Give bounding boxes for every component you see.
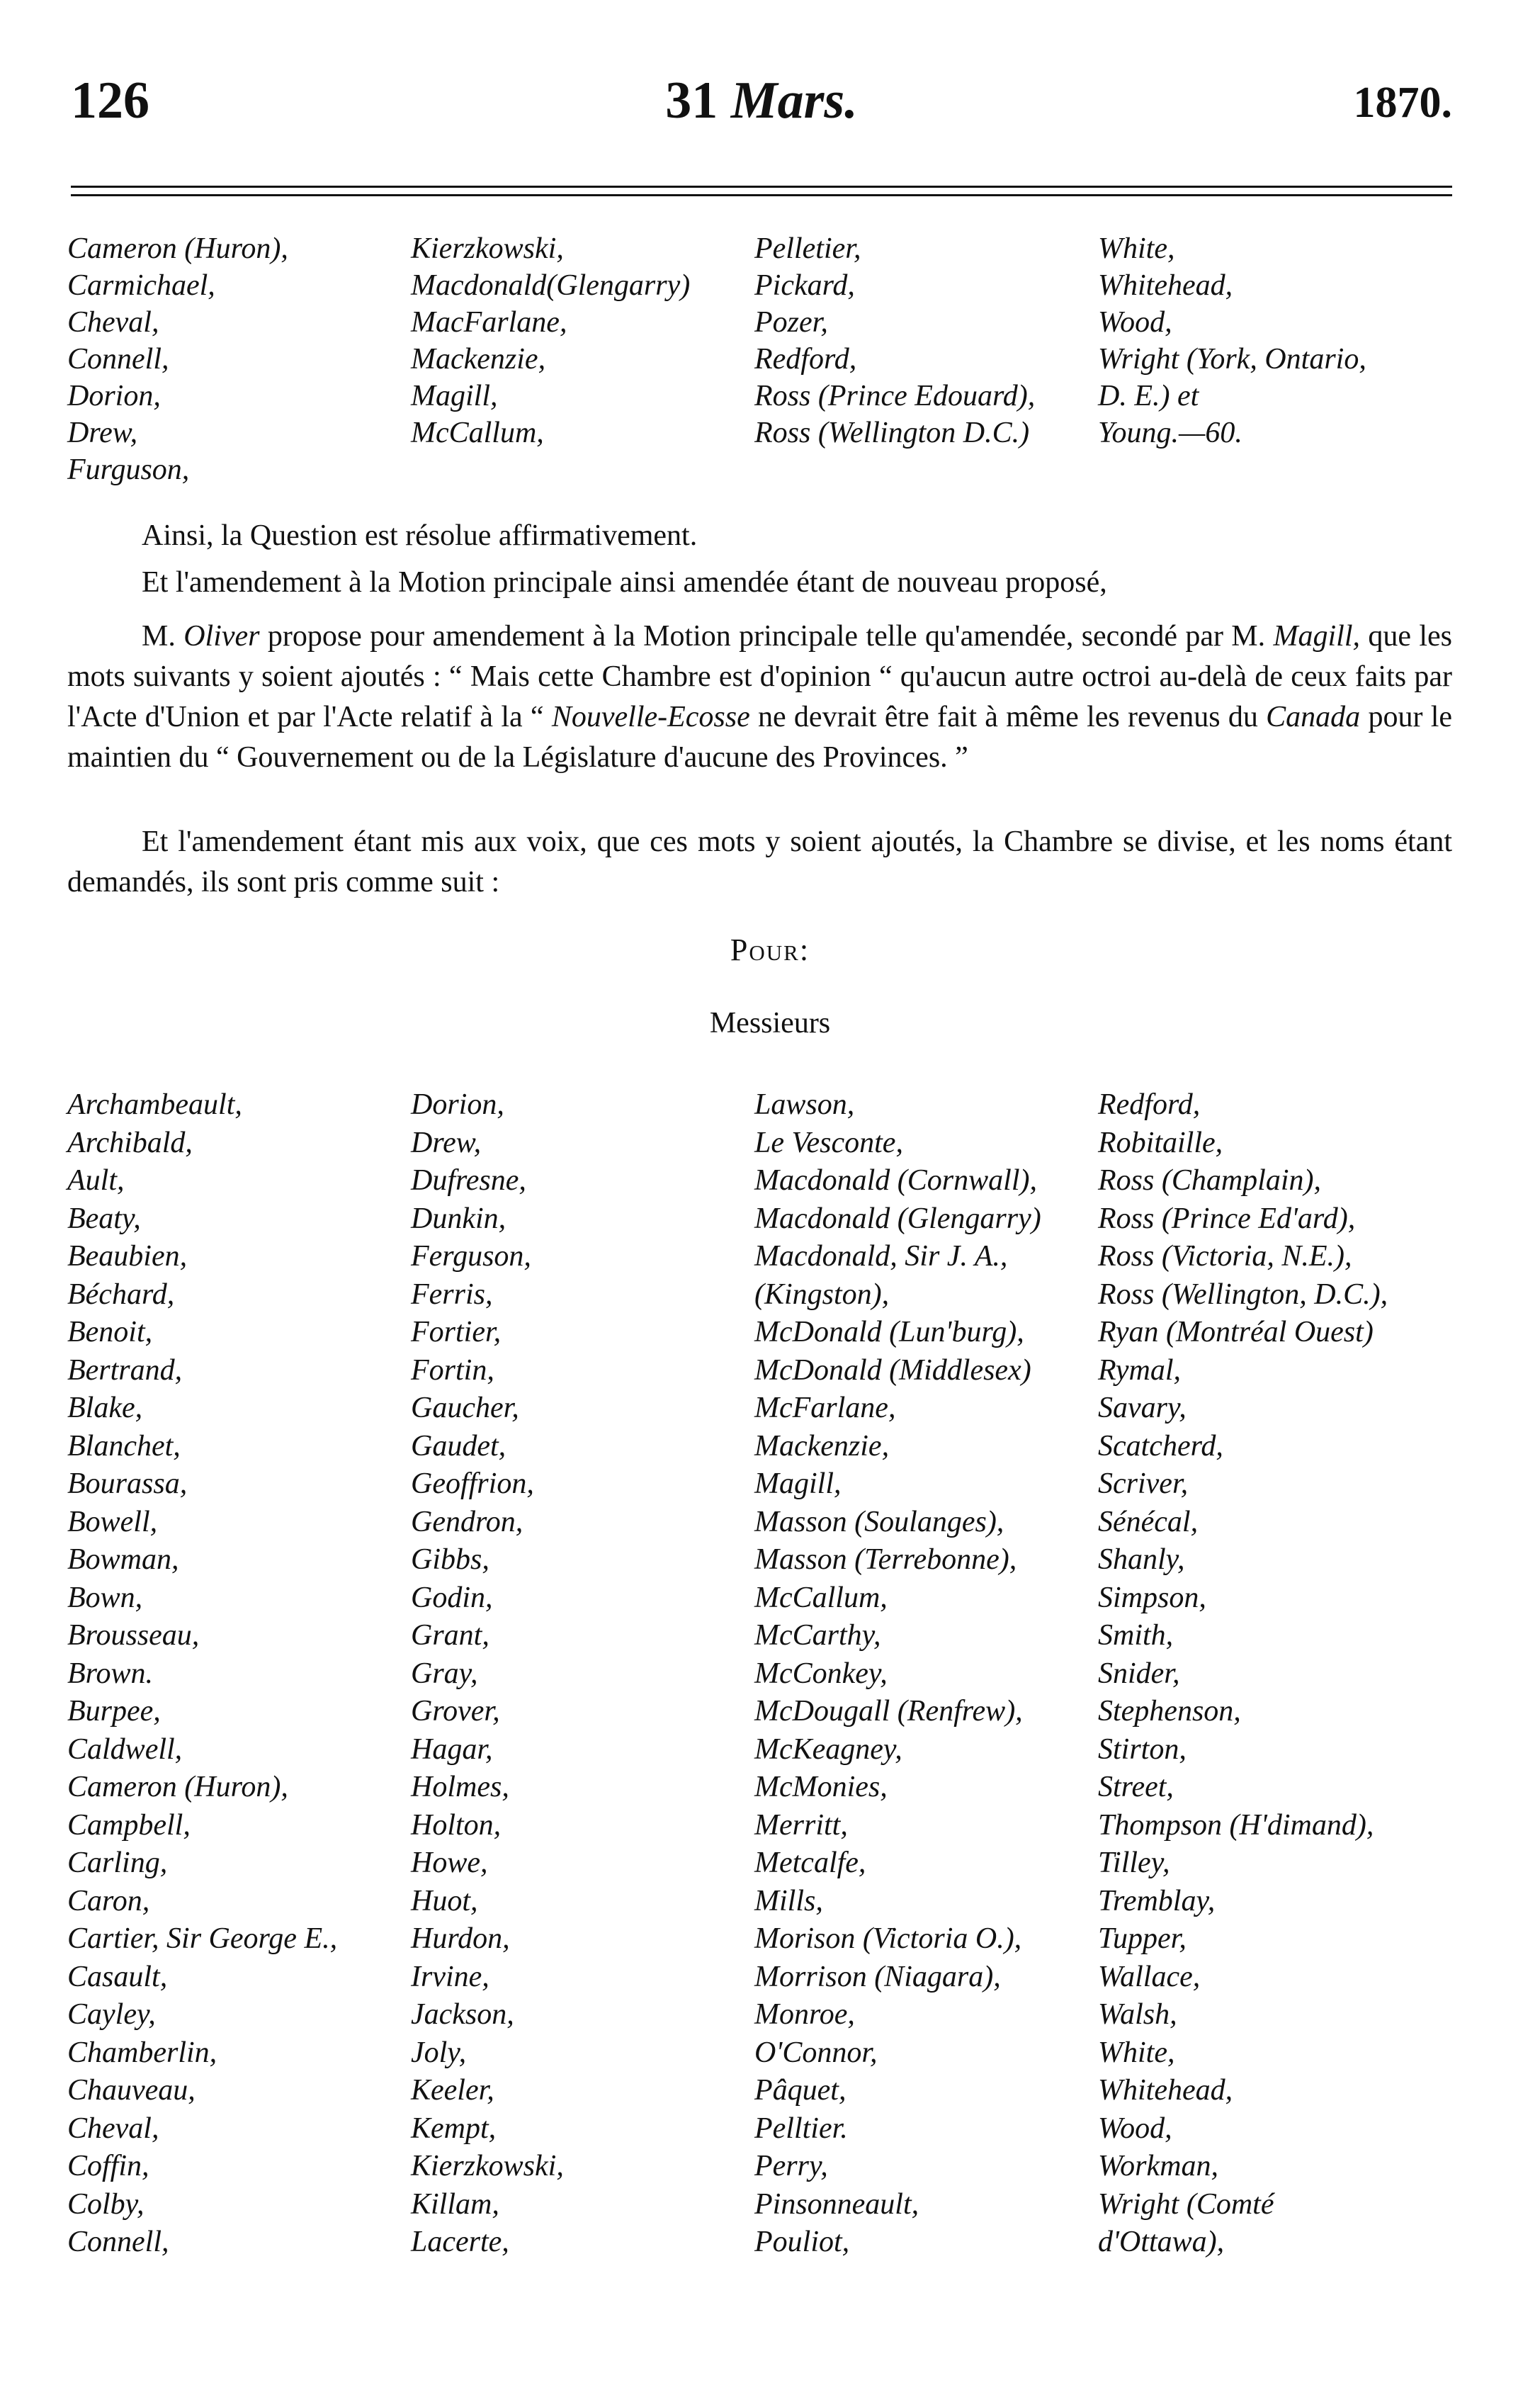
member-name: Cheval, <box>67 2112 159 2145</box>
member-name: Cartier, Sir George E., <box>67 1922 338 1955</box>
p3-text-c: propose pour amendement à la Motion principale telle qu'amendée, secondé par M. <box>259 620 1274 653</box>
member-name: D. E.) et <box>1098 380 1199 412</box>
member-name: Pelletier, <box>754 232 861 265</box>
member-name: Gaucher, <box>411 1392 519 1424</box>
member-name: Metcalfe, <box>754 1847 866 1879</box>
member-name: Scriver, <box>1098 1467 1189 1500</box>
page-header <box>71 71 1452 135</box>
member-name: Macdonald(Glengarry) <box>411 269 691 302</box>
paragraph-resolution: Ainsi, la Question est résolue affirmativement. <box>142 519 698 552</box>
empty-cell <box>411 451 754 488</box>
member-name: Jackson, <box>411 1998 514 2031</box>
member-name: Connell, <box>67 2226 169 2258</box>
member-name: Pozer, <box>754 306 828 339</box>
messieurs-heading: Messieurs <box>709 1007 831 1039</box>
member-name: Drew, <box>411 1126 482 1159</box>
member-name: Whitehead, <box>1098 269 1233 302</box>
member-name: Casault, <box>67 1960 168 1993</box>
p3-text-g: ne devrait être fait à même les revenus du <box>749 701 1267 733</box>
member-name: Grover, <box>411 1695 500 1728</box>
member-name: O'Connor, <box>754 2036 878 2069</box>
member-name: Tupper, <box>1098 1922 1187 1955</box>
member-name: Snider, <box>1098 1657 1180 1690</box>
member-name: Wallace, <box>1098 1960 1201 1993</box>
member-name: Hurdon, <box>411 1922 510 1955</box>
member-name: Caron, <box>67 1884 150 1917</box>
member-name: Burpee, <box>67 1695 161 1728</box>
member-name: Gaudet, <box>411 1429 506 1463</box>
member-name: Rymal, <box>1098 1353 1182 1387</box>
p3-text-e: que les mots suivants y soient ajoutés : “ Mais cette Chambre est d'opinion “ qu'aucun autre octroi au-delà de ceux faits par l'Acte d'Union et par l'Acte relatif à la “ <box>67 620 1452 733</box>
member-name: McCallum, <box>411 417 544 449</box>
p3-name-magill: Magill, <box>1273 620 1360 653</box>
member-name: Ross (Wellington, D.C.), <box>1098 1278 1388 1311</box>
member-name: Pinsonneault, <box>754 2187 919 2221</box>
member-name: White, <box>1098 2036 1175 2069</box>
member-name: Kierzkowski, <box>411 232 564 265</box>
member-name: Carmichael, <box>67 269 215 302</box>
member-name: McCarthy, <box>754 1619 881 1652</box>
member-name: McMonies, <box>754 1771 888 1803</box>
member-name: Pouliot, <box>754 2226 850 2258</box>
member-name: Redford, <box>754 343 857 376</box>
member-name: Wood, <box>1098 2112 1172 2145</box>
member-name: McDougall (Renfrew), <box>754 1695 1023 1728</box>
p3-name-oliver: Oliver <box>183 620 260 653</box>
member-name: Masson (Soulanges), <box>754 1505 1004 1538</box>
member-name: Street, <box>1098 1771 1174 1803</box>
member-name: Cameron (Huron), <box>67 232 288 265</box>
member-name: Ferris, <box>411 1278 493 1311</box>
member-name: Ross (Victoria, N.E.), <box>1098 1240 1352 1273</box>
member-name: Godin, <box>411 1581 493 1614</box>
member-name: Fortier, <box>411 1316 502 1348</box>
header-rule-top <box>71 186 1452 188</box>
member-name: Le Vesconte, <box>754 1126 903 1159</box>
p3-text-i: pour le maintien du “ Gouvernement ou de la Législature d'aucune des Provinces. ” <box>67 701 1453 774</box>
member-name: Mackenzie, <box>411 343 546 376</box>
member-name: Morison (Victoria O.), <box>754 1922 1022 1955</box>
member-name: Dorion, <box>67 380 161 412</box>
member-name: McConkey, <box>754 1657 888 1690</box>
member-name: Lacerte, <box>411 2226 509 2258</box>
member-name: White, <box>1098 232 1175 265</box>
member-name: Magill, <box>411 380 498 412</box>
member-name: Merritt, <box>754 1808 848 1842</box>
member-name: Bowman, <box>67 1543 179 1576</box>
member-name: Bown, <box>67 1581 143 1614</box>
member-name: Bowell, <box>67 1505 158 1538</box>
member-name: Ross (Prince Edouard), <box>754 380 1036 412</box>
member-name: Simpson, <box>1098 1581 1206 1614</box>
member-name: Killam, <box>411 2187 499 2221</box>
member-name: Blake, <box>67 1392 143 1424</box>
member-name: Archibald, <box>67 1126 193 1159</box>
pour-label: Pour: <box>730 932 810 967</box>
member-name: Gray, <box>411 1657 478 1690</box>
member-name: Beaty, <box>67 1202 141 1235</box>
member-name: Thompson (H'dimand), <box>1098 1808 1374 1842</box>
member-name: Stephenson, <box>1098 1695 1241 1728</box>
member-name: Caldwell, <box>67 1732 183 1766</box>
member-name: Macdonald (Glengarry) <box>754 1202 1041 1235</box>
member-name: Whitehead, <box>1098 2074 1233 2107</box>
member-name: Masson (Terrebonne), <box>754 1543 1017 1576</box>
member-name: Archambeault, <box>67 1088 242 1121</box>
member-name: Macdonald, Sir J. A., <box>754 1240 1008 1273</box>
page-number: 126 <box>71 72 149 130</box>
member-name: Gendron, <box>411 1505 523 1538</box>
member-name: Shanly, <box>1098 1543 1185 1576</box>
member-name: Redford, <box>1098 1088 1201 1121</box>
member-name: Tilley, <box>1098 1847 1170 1879</box>
paragraph-division: Et l'amendement étant mis aux voix, que ces mots y soient ajoutés, la Chambre se divise, et les noms étant demandés, ils sont pris comme suit : <box>67 825 1452 898</box>
member-name: MacFarlane, <box>411 306 567 339</box>
member-name: Huot, <box>411 1884 478 1917</box>
member-name: Joly, <box>411 2036 467 2069</box>
member-name: Tremblay, <box>1098 1884 1216 1917</box>
member-name: Beaubien, <box>67 1240 188 1273</box>
member-name: Mills, <box>754 1884 823 1917</box>
pour-names <box>67 1086 1466 2262</box>
empty-cell <box>754 451 1098 488</box>
member-name: Ault, <box>67 1164 125 1197</box>
member-name: Pâquet, <box>754 2074 847 2107</box>
member-name: Chamberlin, <box>67 2036 217 2069</box>
member-name: Carling, <box>67 1847 168 1879</box>
member-name: d'Ottawa), <box>1098 2226 1225 2258</box>
member-name: Hagar, <box>411 1732 493 1766</box>
member-name: McKeagney, <box>754 1732 902 1766</box>
member-name: Pelltier. <box>754 2112 848 2145</box>
member-name: McDonald (Lun'burg), <box>754 1316 1024 1348</box>
member-name: Scatcherd, <box>1098 1429 1223 1463</box>
member-name: Workman, <box>1098 2150 1218 2182</box>
member-name: Lawson, <box>754 1088 855 1121</box>
member-name: Morrison (Niagara), <box>754 1960 1001 1993</box>
member-name: Holton, <box>411 1808 502 1842</box>
member-name: Holmes, <box>411 1771 509 1803</box>
member-name: Savary, <box>1098 1392 1187 1424</box>
member-name: McCallum, <box>754 1581 888 1614</box>
member-name: Ryan (Montréal Ouest) <box>1098 1316 1374 1348</box>
member-name: Young.—60. <box>1098 417 1242 449</box>
member-name: Geoffrion, <box>411 1467 534 1500</box>
member-name: McFarlane, <box>754 1392 896 1424</box>
header-year: 1870. <box>1353 79 1452 127</box>
member-name: Howe, <box>411 1847 488 1879</box>
member-name: Macdonald (Cornwall), <box>754 1164 1037 1197</box>
member-name: Wright (York, Ontario, <box>1098 343 1366 376</box>
header-month: Mars. <box>730 72 858 130</box>
member-name: Cheval, <box>67 306 159 339</box>
member-name: Campbell, <box>67 1808 191 1842</box>
member-name: Cayley, <box>67 1998 156 2031</box>
paragraph-oliver-amendment <box>67 616 1452 778</box>
member-name: Irvine, <box>411 1960 489 1993</box>
header-day: 31 <box>665 72 718 130</box>
member-name: Bertrand, <box>67 1353 183 1387</box>
member-name: Furguson, <box>67 453 190 486</box>
p3-canada: Canada <box>1266 701 1361 733</box>
header-date <box>665 71 857 131</box>
empty-cell <box>1098 451 1466 488</box>
member-name: Béchard, <box>67 1278 175 1311</box>
member-name: Cameron (Huron), <box>67 1771 288 1803</box>
member-name: Bourassa, <box>67 1467 188 1500</box>
member-name: Drew, <box>67 417 138 449</box>
member-name: Brousseau, <box>67 1619 200 1652</box>
member-name: Dorion, <box>411 1088 504 1121</box>
paragraph-amendment-proposed: Et l'amendement à la Motion principale ainsi amendée étant de nouveau proposé, <box>142 566 1107 599</box>
member-name: Brown. <box>67 1657 153 1690</box>
member-name: Dunkin, <box>411 1202 506 1235</box>
member-name: Perry, <box>754 2150 828 2182</box>
member-name: Gibbs, <box>411 1543 489 1576</box>
member-name: Monroe, <box>754 1998 855 2031</box>
member-name: Coffin, <box>67 2150 149 2182</box>
member-name: Walsh, <box>1098 1998 1177 2031</box>
member-name: Blanchet, <box>67 1429 181 1463</box>
pour-heading <box>0 932 1540 968</box>
member-name: Ross (Prince Ed'ard), <box>1098 1202 1356 1235</box>
header-rule-bottom <box>71 194 1452 196</box>
member-name: Magill, <box>754 1467 842 1500</box>
member-name: Kierzkowski, <box>411 2150 564 2182</box>
member-name: Mackenzie, <box>754 1429 890 1463</box>
member-name: Wright (Comté <box>1098 2187 1274 2221</box>
member-name: Ross (Wellington D.C.) <box>754 417 1030 449</box>
member-name: Ferguson, <box>411 1240 531 1273</box>
member-name: Robitaille, <box>1098 1126 1223 1159</box>
member-name: Colby, <box>67 2187 145 2221</box>
member-name: McDonald (Middlesex) <box>754 1353 1031 1387</box>
member-name: Sénécal, <box>1098 1505 1199 1538</box>
member-name: (Kingston), <box>754 1278 890 1311</box>
member-name: Stirton, <box>1098 1732 1187 1766</box>
p3-text-a: M. <box>142 620 184 653</box>
member-name: Pickard, <box>754 269 855 302</box>
member-name: Chauveau, <box>67 2074 196 2107</box>
member-name: Grant, <box>411 1619 489 1652</box>
member-name: Keeler, <box>411 2074 494 2107</box>
member-name: Smith, <box>1098 1619 1174 1652</box>
p3-nouvelle-ecosse: Nouvelle-Ecosse <box>551 701 750 733</box>
previous-vote-names <box>67 230 1466 488</box>
member-name: Ross (Champlain), <box>1098 1164 1321 1197</box>
member-name: Kempt, <box>411 2112 497 2145</box>
member-name: Connell, <box>67 343 169 376</box>
member-name: Dufresne, <box>411 1164 526 1197</box>
member-name: Wood, <box>1098 306 1172 339</box>
member-name: Fortin, <box>411 1353 494 1387</box>
member-name: Benoit, <box>67 1316 153 1348</box>
